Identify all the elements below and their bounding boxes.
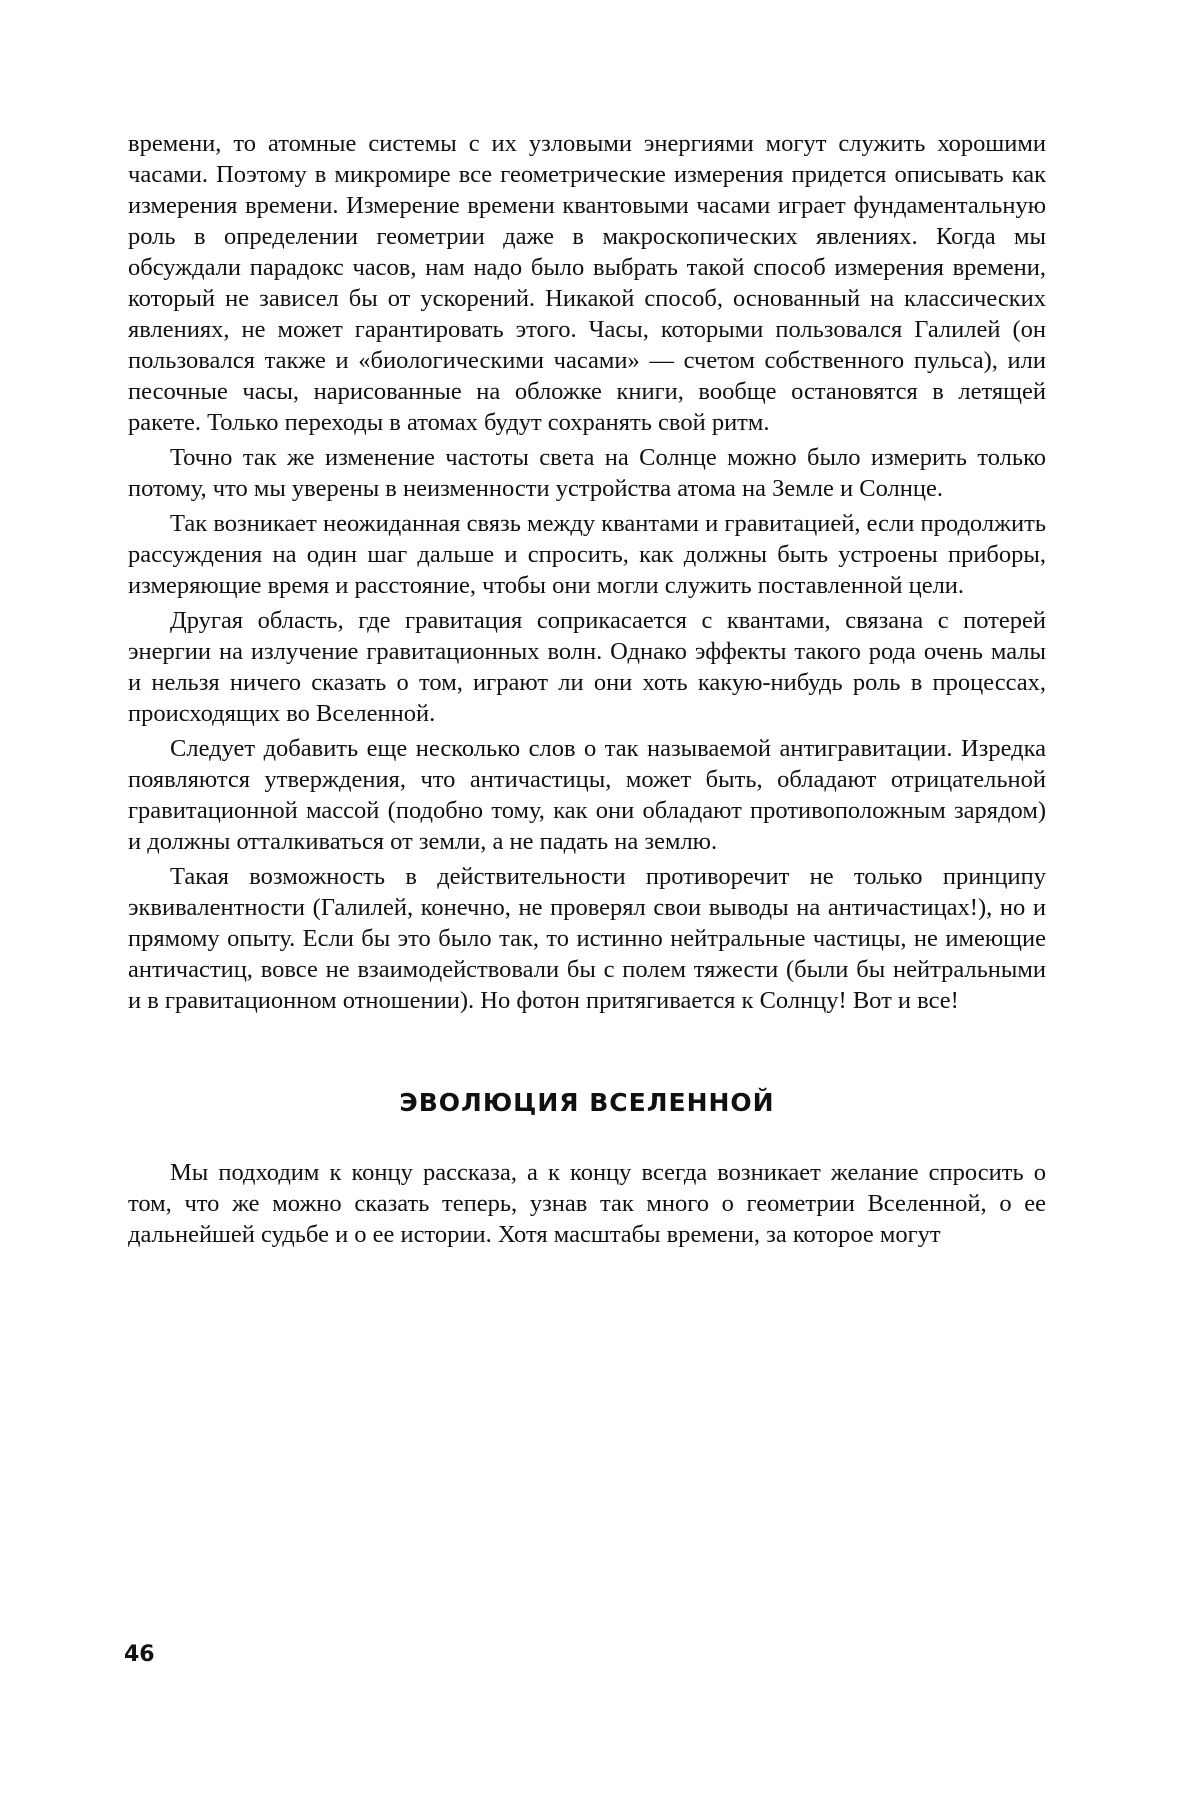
section-heading: ЭВОЛЮЦИЯ ВСЕЛЕННОЙ (399, 1088, 775, 1117)
paragraph: Следует добавить еще несколько слов о так называемой антигравитации. Изредка появляются утверждения, что античастицы, может быть, обладают отрицательной гравитационной массой (подобно тому, как они обладают противоположным зарядом) и должны отталкиваться от земли, а не падать на землю. (128, 735, 1046, 855)
paragraph: Точно так же изменение частоты света на Солнце можно было измерить только потому, что мы уверены в неизменности устройства атома на Земле и Солнце. (128, 444, 1046, 502)
paragraph: Мы подходим к концу рассказа, а к концу всегда возникает желание спросить о том, что же можно сказать теперь, узнав так много о геометрии Вселенной, о ее дальнейшей судьбе и о ее истории. Хотя масштабы времени, за которое могут (128, 1159, 1046, 1248)
paragraph: Другая область, где гравитация соприкасается с квантами, связана с потерей энергии на излучение гравитационных волн. Однако эффекты такого рода очень малы и нельзя ничего сказать о том, играют ли они хоть какую-нибудь роль в процессах, происходящих во Вселенной. (128, 607, 1046, 727)
paragraph: Такая возможность в действительности противоречит не только принципу эквивалентности (Галилей, конечно, не проверял свои выводы на античастицах!), но и прямому опыту. Если бы это было так, то истинно нейтральные частицы, не имеющие античастиц, вовсе не взаимодействовали бы с полем тяжести (были бы нейтральными и в гравитационном отношении). Но фотон притягивается к Солнцу! Вот и все! (128, 863, 1046, 1014)
page-body (128, 128, 1046, 1250)
paragraph: времени, то атомные системы с их узловыми энергиями могут служить хорошими часами. Поэтому в микромире все геометрические измерения придется описывать как измерения времени. Измерение времени квантовыми часами играет фундаментальную роль в определении геометрии даже в макроскопических явлениях. Когда мы обсуждали парадокс часов, нам надо было выбрать такой способ измерения времени, который не зависел бы от ускорений. Никакой способ, основанный на классических явлениях, не может гарантировать этого. Часы, которыми пользовался Галилей (он пользовался также и «биологическими часами» — счетом собственного пульса), или песочные часы, нарисованные на обложке книги, вообще остановятся в летящей ракете. Только переходы в атомах будут сохранять свой ритм. (128, 130, 1046, 436)
paragraph: Так возникает неожиданная связь между квантами и гравитацией, если продолжить рассуждения на один шаг дальше и спросить, как должны быть устроены приборы, измеряющие время и расстояние, чтобы они могли служить поставленной цели. (128, 510, 1046, 599)
page-number: 46 (124, 1642, 155, 1667)
